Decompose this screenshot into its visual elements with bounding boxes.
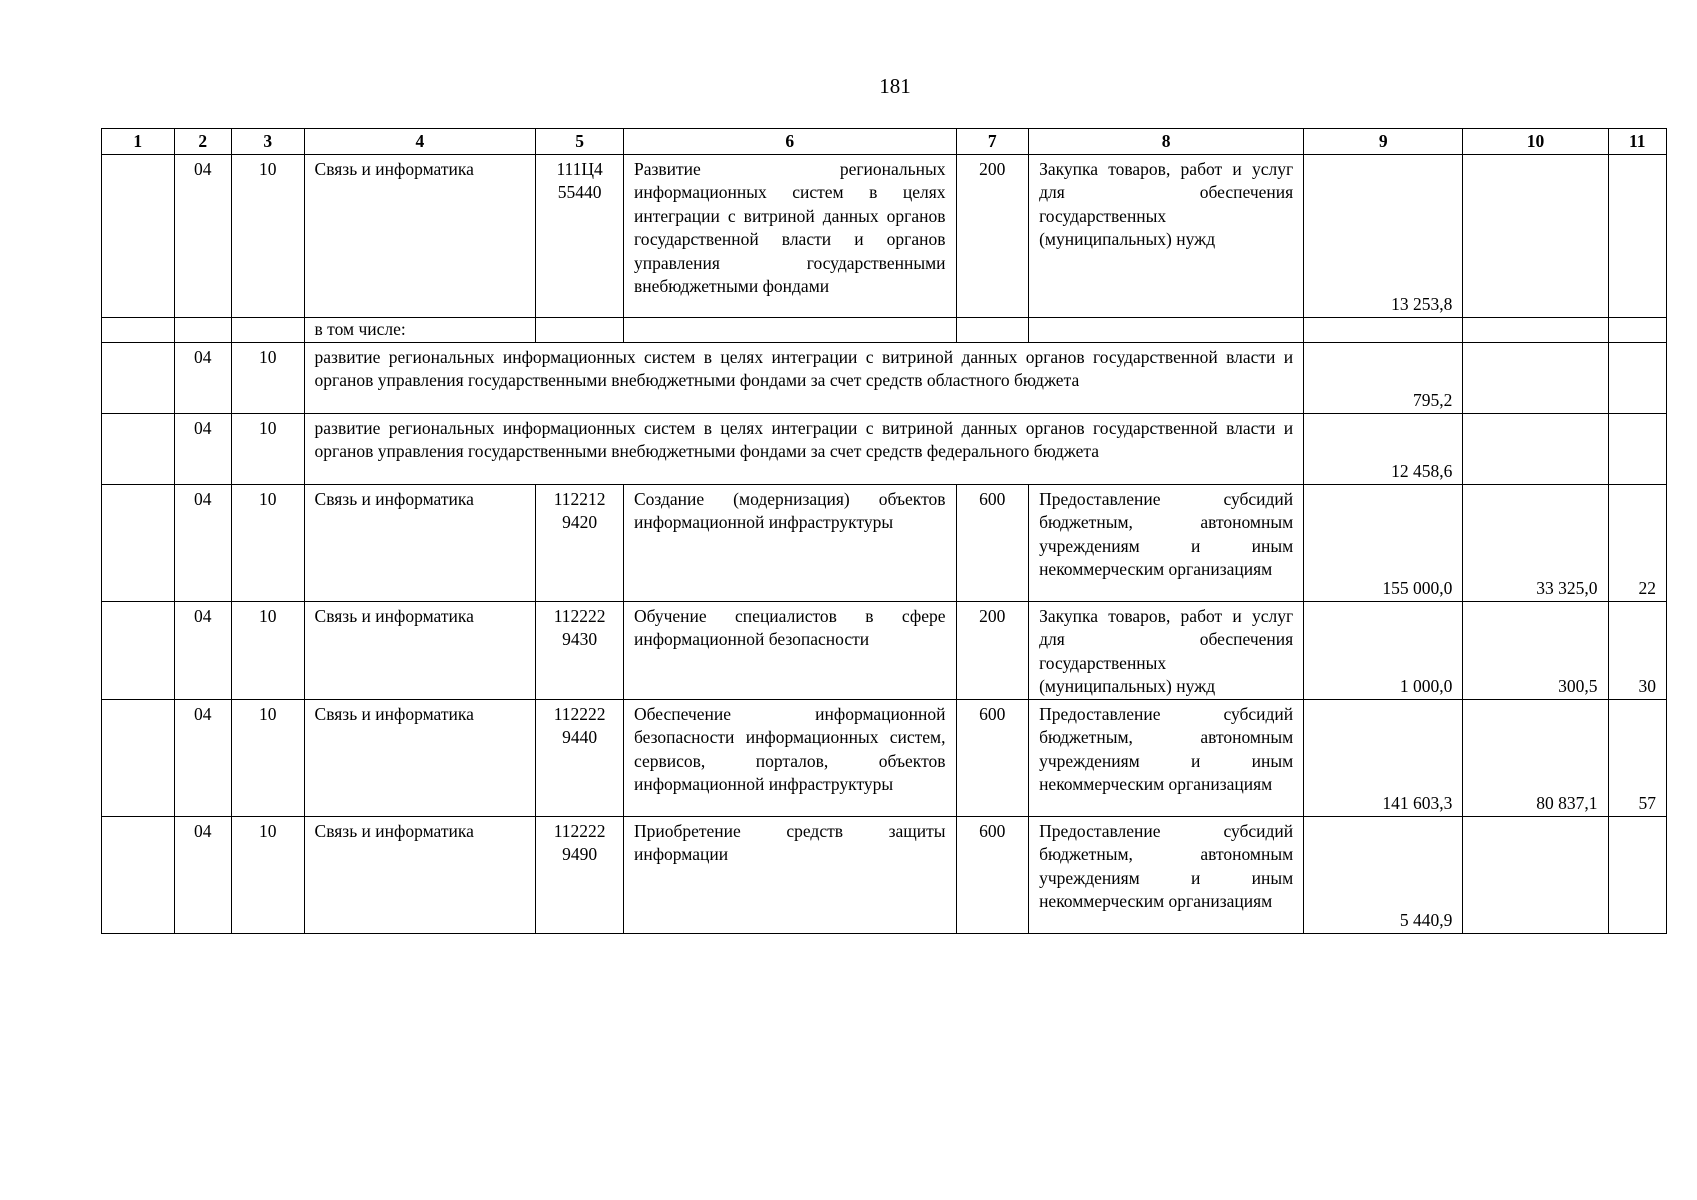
cell-span-description: развитие региональных информационных систем в целях интеграции с витриной данных органов государственной власти и органов управления государственными внебюджетными фондами за счет средств федерального бюджета bbox=[304, 413, 1304, 484]
cell-amount-2 bbox=[1463, 317, 1608, 342]
cell-target-code: 112212 9420 bbox=[536, 484, 624, 601]
cell-amount: 12 458,6 bbox=[1304, 413, 1463, 484]
cell-col1 bbox=[102, 816, 175, 933]
cell-target-code bbox=[536, 317, 624, 342]
cell-name: Связь и информатика bbox=[304, 699, 536, 816]
column-header: 11 bbox=[1608, 129, 1667, 155]
cell-amount: 141 603,3 bbox=[1304, 699, 1463, 816]
cell-amount: 155 000,0 bbox=[1304, 484, 1463, 601]
cell-description: Приобретение средств защиты информации bbox=[623, 816, 956, 933]
cell-section: 04 bbox=[174, 699, 231, 816]
cell-percent: 22 bbox=[1608, 484, 1667, 601]
cell-expense-type: Закупка товаров, работ и услуг для обеспечения государственных (муниципальных) нужд bbox=[1029, 154, 1304, 317]
table-row bbox=[102, 699, 1667, 816]
cell-subsection: 10 bbox=[231, 601, 304, 699]
cell-amount-2 bbox=[1463, 413, 1608, 484]
cell-description bbox=[623, 317, 956, 342]
cell-target-code: 112222 9430 bbox=[536, 601, 624, 699]
column-header: 8 bbox=[1029, 129, 1304, 155]
cell-amount-2 bbox=[1463, 342, 1608, 413]
cell-section: 04 bbox=[174, 816, 231, 933]
cell-col1 bbox=[102, 601, 175, 699]
cell-expense-code: 600 bbox=[956, 484, 1029, 601]
column-header: 6 bbox=[623, 129, 956, 155]
table-header-row bbox=[102, 129, 1667, 155]
table-row bbox=[102, 601, 1667, 699]
cell-name: Связь и информатика bbox=[304, 816, 536, 933]
cell-amount: 5 440,9 bbox=[1304, 816, 1463, 933]
cell-amount-2: 80 837,1 bbox=[1463, 699, 1608, 816]
table-row bbox=[102, 342, 1667, 413]
cell-target-code: 112222 9440 bbox=[536, 699, 624, 816]
cell-expense-code: 600 bbox=[956, 816, 1029, 933]
cell-description: Развитие региональных информационных систем в целях интеграции с витриной данных органов государственной власти и органов управления государственными внебюджетными фондами bbox=[623, 154, 956, 317]
column-header: 4 bbox=[304, 129, 536, 155]
cell-section bbox=[174, 317, 231, 342]
cell-expense-type: Предоставление субсидий бюджетным, автономным учреждениям и иным некоммерческим организациям bbox=[1029, 484, 1304, 601]
column-header: 1 bbox=[102, 129, 175, 155]
cell-target-code: 111Ц4 55440 bbox=[536, 154, 624, 317]
cell-subsection: 10 bbox=[231, 484, 304, 601]
cell-name: Связь и информатика bbox=[304, 154, 536, 317]
cell-amount-2 bbox=[1463, 816, 1608, 933]
cell-percent bbox=[1608, 342, 1667, 413]
cell-expense-code bbox=[956, 317, 1029, 342]
cell-section: 04 bbox=[174, 484, 231, 601]
cell-expense-code: 200 bbox=[956, 601, 1029, 699]
table-row bbox=[102, 317, 1667, 342]
column-header: 2 bbox=[174, 129, 231, 155]
cell-description: Обеспечение информационной безопасности информационных систем, сервисов, порталов, объектов информационной инфраструктуры bbox=[623, 699, 956, 816]
cell-section: 04 bbox=[174, 413, 231, 484]
cell-col1 bbox=[102, 413, 175, 484]
cell-percent bbox=[1608, 816, 1667, 933]
cell-target-code: 112222 9490 bbox=[536, 816, 624, 933]
cell-amount-2: 300,5 bbox=[1463, 601, 1608, 699]
cell-span-description: развитие региональных информационных систем в целях интеграции с витриной данных органов государственной власти и органов управления государственными внебюджетными фондами за счет средств областного бюджета bbox=[304, 342, 1304, 413]
cell-amount: 795,2 bbox=[1304, 342, 1463, 413]
cell-amount: 1 000,0 bbox=[1304, 601, 1463, 699]
cell-label: в том числе: bbox=[304, 317, 536, 342]
cell-section: 04 bbox=[174, 342, 231, 413]
cell-expense-type: Предоставление субсидий бюджетным, автономным учреждениям и иным некоммерческим организациям bbox=[1029, 699, 1304, 816]
cell-col1 bbox=[102, 342, 175, 413]
cell-col1 bbox=[102, 484, 175, 601]
table-row bbox=[102, 154, 1667, 317]
cell-expense-type: Закупка товаров, работ и услуг для обеспечения государственных (муниципальных) нужд bbox=[1029, 601, 1304, 699]
column-header: 10 bbox=[1463, 129, 1608, 155]
column-header: 3 bbox=[231, 129, 304, 155]
cell-subsection: 10 bbox=[231, 342, 304, 413]
cell-percent bbox=[1608, 317, 1667, 342]
column-header: 7 bbox=[956, 129, 1029, 155]
cell-percent bbox=[1608, 154, 1667, 317]
cell-expense-code: 200 bbox=[956, 154, 1029, 317]
cell-expense-type bbox=[1029, 317, 1304, 342]
table-row bbox=[102, 484, 1667, 601]
cell-expense-code: 600 bbox=[956, 699, 1029, 816]
cell-amount bbox=[1304, 317, 1463, 342]
cell-col1 bbox=[102, 699, 175, 816]
cell-col1 bbox=[102, 317, 175, 342]
table-row bbox=[102, 816, 1667, 933]
cell-description: Обучение специалистов в сфере информационной безопасности bbox=[623, 601, 956, 699]
cell-subsection: 10 bbox=[231, 699, 304, 816]
cell-section: 04 bbox=[174, 601, 231, 699]
cell-subsection bbox=[231, 317, 304, 342]
cell-percent: 57 bbox=[1608, 699, 1667, 816]
page-number: 181 bbox=[879, 74, 911, 98]
cell-name: Связь и информатика bbox=[304, 484, 536, 601]
cell-description: Создание (модернизация) объектов информационной инфраструктуры bbox=[623, 484, 956, 601]
cell-col1 bbox=[102, 154, 175, 317]
cell-amount-2: 33 325,0 bbox=[1463, 484, 1608, 601]
table-row bbox=[102, 413, 1667, 484]
cell-percent: 30 bbox=[1608, 601, 1667, 699]
cell-subsection: 10 bbox=[231, 154, 304, 317]
cell-section: 04 bbox=[174, 154, 231, 317]
cell-subsection: 10 bbox=[231, 816, 304, 933]
column-header: 9 bbox=[1304, 129, 1463, 155]
cell-percent bbox=[1608, 413, 1667, 484]
cell-name: Связь и информатика bbox=[304, 601, 536, 699]
cell-amount-2 bbox=[1463, 154, 1608, 317]
cell-expense-type: Предоставление субсидий бюджетным, автономным учреждениям и иным некоммерческим организациям bbox=[1029, 816, 1304, 933]
cell-subsection: 10 bbox=[231, 413, 304, 484]
column-header: 5 bbox=[536, 129, 624, 155]
budget-table bbox=[101, 128, 1667, 934]
cell-amount: 13 253,8 bbox=[1304, 154, 1463, 317]
